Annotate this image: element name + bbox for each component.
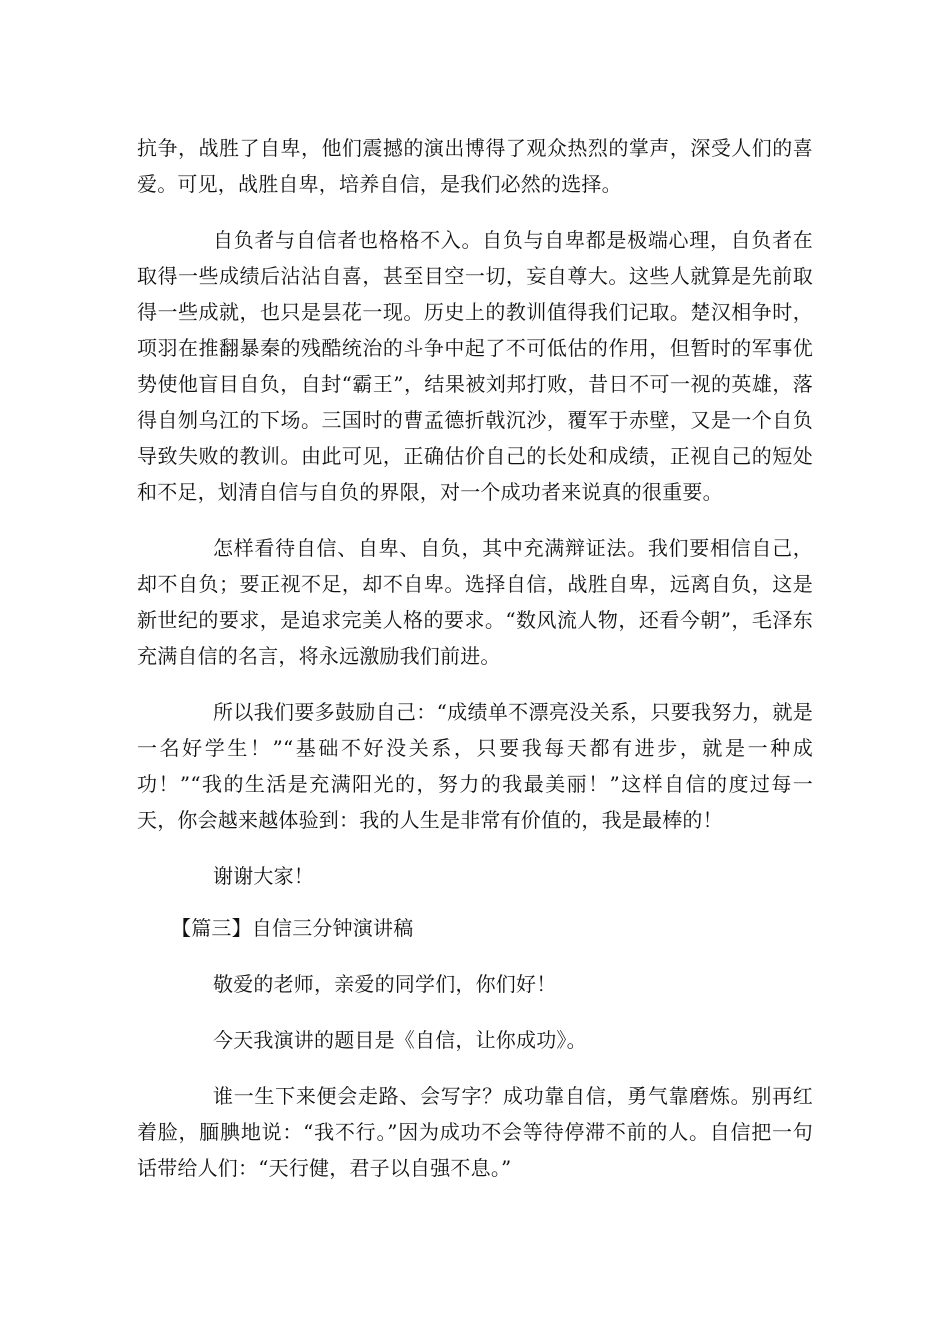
- paragraph-topic: 今天我演讲的题目是《自信，让你成功》。: [213, 1028, 587, 1052]
- paragraph-encouragement: 所以我们要多鼓励自己：“成绩单不漂亮没关系，只要我努力，就是一名好学生！”“基础不好没关系，只要我每天都有进步，就是一种成功！”“我的生活是充满阳光的，努力的我最美丽！”这样自信的度过每一天，你会越来越体验到：我的人生是非常有价值的，我是最棒的！: [137, 700, 813, 832]
- paragraph-dialectics: 怎样看待自信、自卑、自负，其中充满辩证法。我们要相信自己，却不自负；要正视不足，却不自卑。选择自信，战胜自卑，远离自负，这是新世纪的要求，是追求完美人格的要求。“数风流人物，还看今朝”，毛泽东充满自信的名言，将永远激励我们前进。: [137, 536, 813, 668]
- document-page: [137, 130, 813, 1186]
- paragraph-arrogance: 自负者与自信者也格格不入。自负与自卑都是极端心理，自负者在取得一些成绩后沾沾自喜，甚至目空一切，妄自尊大。这些人就算是先前取得一些成就，也只是昙花一现。历史上的教训值得我们记取。楚汉相争时，项羽在推翻暴秦的残酷统治的斗争中起了不可低估的作用，但暂时的军事优势使他盲目自负，自封“霸王”，结果被刘邦打败，昔日不可一视的英雄，落得自刎乌江的下场。三国时的曹孟德折戟沉沙，覆军于赤壁，又是一个自负导致失败的教训。由此可见，正确估价自己的长处和成绩，正视自己的短处和不足，划清自信与自负的界限，对一个成功者来说真的很重要。: [137, 228, 813, 504]
- paragraph-thanks: 谢谢大家！: [213, 864, 314, 888]
- paragraph-greeting: 敬爱的老师，亲爱的同学们，你们好！: [213, 972, 557, 996]
- section-heading: 【篇三】自信三分钟演讲稿: [171, 916, 414, 940]
- paragraph-opening: 谁一生下来便会走路、会写字？成功靠自信，勇气靠磨炼。别再红着脸，腼腆地说：“我不行。”因为成功不会等待停滞不前的人。自信把一句话带给人们：“天行健，君子以自强不息。”: [137, 1084, 813, 1180]
- paragraph-continuation: 抗争，战胜了自卑，他们震撼的演出博得了观众热烈的掌声，深受人们的喜爱。可见，战胜自卑，培养自信，是我们必然的选择。: [137, 136, 813, 196]
